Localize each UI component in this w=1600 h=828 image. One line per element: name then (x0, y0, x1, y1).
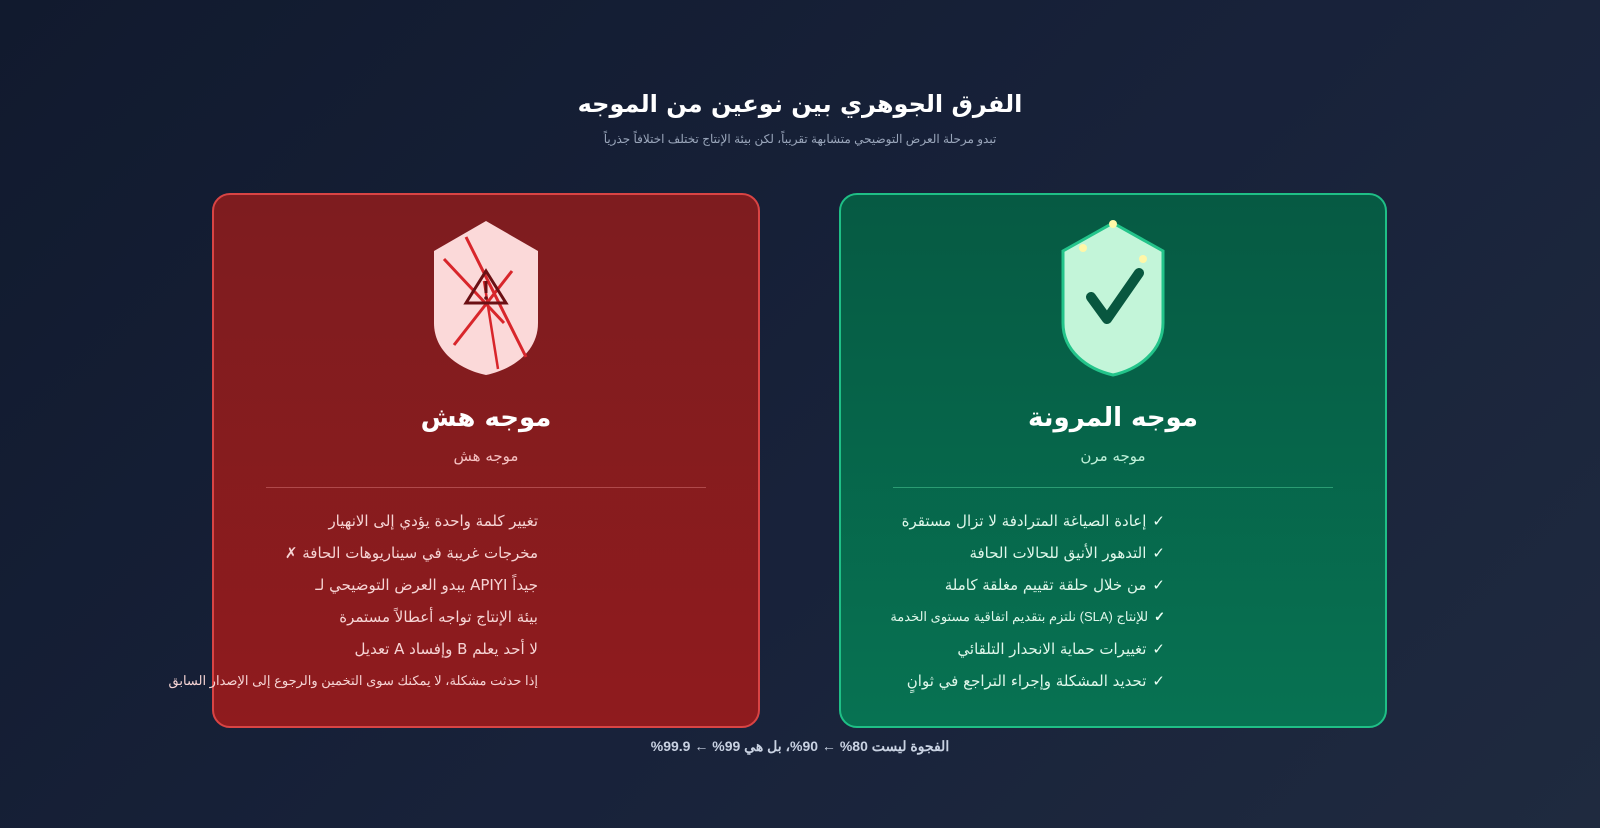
resilient-card-title: موجه المرونة (1028, 403, 1198, 433)
list-item: ✓التدهور الأنيق للحالات الحافة (890, 537, 1165, 569)
resilient-prompt-card (839, 193, 1387, 728)
resilient-card-subtitle: موجه مرن (1080, 447, 1146, 465)
list-item: إذا حدثت مشكلة، لا يمكنك سوى التخمين والرجوع إلى الإصدار السابق (168, 673, 538, 688)
footer-note: %الفجوة ليست 80% ← 90%، بل هي 99% ← 99.9 (650, 738, 950, 754)
list-item: لا أحد يعلم B وإفساد A تعديل (354, 640, 538, 658)
checkmark-icon: ✓ (1152, 672, 1165, 690)
page-subtitle: تبدو مرحلة العرض التوضيحي متشابهة تقريباً، لكن بيئة الإنتاج تختلف اختلافاً جذرياً (603, 132, 997, 146)
list-item: ✓تغييرات حماية الانحدار التلقائي (890, 633, 1165, 665)
list-item: بيئة الإنتاج تواجه أعطالاً مستمرة (339, 608, 538, 626)
list-item: ✓من خلال حلقة تقييم مغلقة كاملة (890, 569, 1165, 601)
resilient-list (890, 505, 1165, 697)
list-item: مخرجات غريبة في سيناريوهات الحافة ✗ (284, 544, 538, 562)
list-item: ✓إعادة الصياغة المترادفة لا تزال مستقرة (890, 505, 1165, 537)
list-item: ✓تحديد المشكلة وإجراء التراجع في ثوانٍ (890, 665, 1165, 697)
brittle-divider (266, 487, 706, 488)
brittle-card-subtitle: موجه هش (453, 447, 519, 465)
brittle-prompt-card (168, 193, 760, 728)
checkmark-icon: ✓ (1152, 544, 1165, 562)
list-item: ✓للإنتاج (SLA) نلتزم بتقديم اتفاقية مستوى الخدمة (890, 601, 1165, 633)
checkmark-icon: ✓ (1152, 512, 1165, 530)
checkmark-icon: ✓ (1152, 640, 1165, 658)
resilient-divider (893, 487, 1333, 488)
check-shield-icon (1053, 219, 1173, 377)
brittle-card-title: موجه هش (420, 403, 552, 433)
brittle-list (168, 505, 538, 697)
header (0, 86, 1600, 146)
checkmark-icon: ✓ (1152, 576, 1165, 594)
list-item: تغيير كلمة واحدة يؤدي إلى الانهيار (328, 512, 538, 530)
broken-warning-shield-icon (426, 219, 546, 377)
page-title: الفرق الجوهري بين نوعين من الموجه (577, 90, 1023, 118)
checkmark-icon: ✓ (1154, 609, 1165, 624)
list-item: جيداً APIYI يبدو العرض التوضيحي لـ (315, 576, 538, 594)
